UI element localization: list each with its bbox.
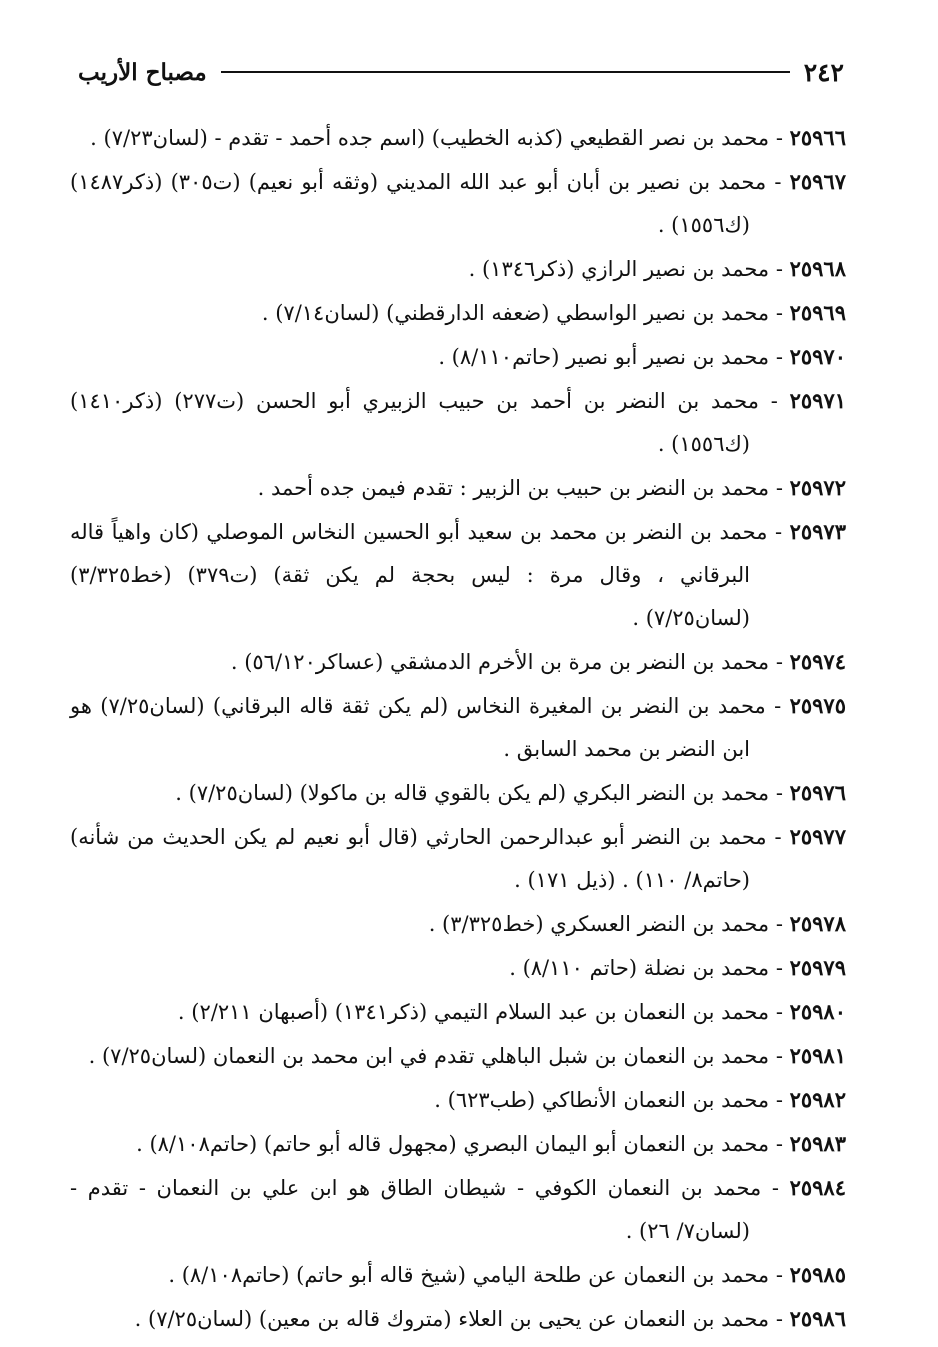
entry-text: محمد بن النضر العسكري (خط٣/٣٢٥) . <box>428 912 770 936</box>
entry <box>70 990 846 1034</box>
entry-number: ٢٥٩٧٨ <box>789 911 846 936</box>
entry <box>70 902 846 946</box>
entry-number: ٢٥٩٧٧ <box>789 824 846 849</box>
entry-number: ٢٥٩٨٥ <box>789 1262 846 1287</box>
entry <box>70 815 846 902</box>
entry <box>70 1078 846 1122</box>
entry-number: ٢٥٩٨١ <box>789 1043 846 1068</box>
entry-number: ٢٥٩٧١ <box>789 388 847 413</box>
entry-text: محمد بن النعمان بن عبد السلام التيمي (ذكر١٣٤١) (أصبهان ٢/٢١١) . <box>177 1000 770 1024</box>
entry <box>70 247 846 291</box>
entry-text: محمد بن نصير أبو نصير (حاتم٨/١١٠) . <box>438 345 770 369</box>
entry <box>70 1034 846 1078</box>
entry-text: محمد بن النعمان الأنطاكي (طب٦٢٣) . <box>434 1088 770 1112</box>
entry-list <box>70 116 846 1341</box>
entry-separator: - <box>758 389 790 413</box>
entry-separator: - <box>766 170 790 194</box>
entry-separator: - <box>765 694 790 718</box>
entry <box>70 771 846 815</box>
entry <box>70 1297 846 1341</box>
entry-text: محمد بن النضر بن أحمد بن حبيب الزبيري أبو الحسن (ت٢٧٧) (ذكر١٤١٠) (ك١٥٥٦) . <box>70 389 759 456</box>
entry-text: محمد بن نصر القطيعي (كذبه الخطيب) (اسم جده أحمد - تقدم - (لسان٧/٢٣) . <box>90 126 770 150</box>
entry-separator: - <box>769 1307 790 1331</box>
entry-number: ٢٥٩٦٨ <box>789 256 846 281</box>
entry <box>70 946 846 990</box>
entry-number: ٢٥٩٦٦ <box>789 125 846 150</box>
entry <box>70 640 846 684</box>
entry-number: ٢٥٩٧٢ <box>789 475 846 500</box>
entry-number: ٢٥٩٨٦ <box>789 1306 846 1331</box>
entry-separator: - <box>769 781 790 805</box>
entry-number: ٢٥٩٧٩ <box>789 955 846 980</box>
header-rule <box>221 71 790 73</box>
entry <box>70 1166 846 1253</box>
entry-text: محمد بن النعمان عن يحيى بن العلاء (متروك قاله بن معين) (لسان٧/٢٥) . <box>134 1307 770 1331</box>
entry-separator: - <box>769 1263 790 1287</box>
entry-separator: - <box>769 301 790 325</box>
entry-separator: - <box>766 825 790 849</box>
page-header <box>78 52 844 92</box>
entry-text: محمد بن النضر بن حبيب بن الزبير : تقدم فيمن جده أحمد . <box>257 476 770 500</box>
page-number: ٢٤٢ <box>803 57 844 87</box>
entry-separator: - <box>769 126 790 150</box>
entry-text: محمد بن النضر بن محمد بن سعيد أبو الحسين النخاس الموصلي (كان واهياً قاله البرقاني ، وقال مرة : ليس بحجة لم يكن ثقة) (ت٣٧٩) (خط٣/٣٢٥) (لسان٧/٢٥) . <box>70 520 768 630</box>
entry-separator: - <box>769 650 790 674</box>
entry <box>70 116 846 160</box>
entry-text: محمد بن النضر البكري (لم يكن بالقوي قاله بن ماكولا) (لسان٧/٢٥) . <box>175 781 770 805</box>
entry-text: محمد بن نصير الرازي (ذكر١٣٤٦) . <box>468 257 770 281</box>
entry-text: محمد بن النضر أبو عبدالرحمن الحارثي (قال أبو نعيم لم يكن الحديث من شأنه) (حاتم٨/ ١١٠) . (ذيل ١٧١) . <box>70 825 767 892</box>
entry <box>70 291 846 335</box>
entry-text: محمد بن النعمان أبو اليمان البصري (مجهول قاله أبو حاتم) (حاتم٨/١٠٨) . <box>136 1132 770 1156</box>
entry-number: ٢٥٩٦٧ <box>789 169 847 194</box>
entry-number: ٢٥٩٧٠ <box>789 344 846 369</box>
entry-text: محمد بن النعمان بن شبل الباهلي تقدم في ابن محمد بن النعمان (لسان٧/٢٥) . <box>88 1044 770 1068</box>
entry-text: محمد بن النضر بن مرة بن الأخرم الدمشقي (عساكر٥٦/١٢٠) . <box>230 650 770 674</box>
entry <box>70 466 846 510</box>
entry-number: ٢٥٩٨٠ <box>789 999 846 1024</box>
entry-text: محمد بن النعمان الكوفي - شيطان الطاق هو ابن علي بن النعمان - تقدم - (لسان٧/ ٢٦) . <box>70 1176 762 1243</box>
entry-separator: - <box>769 1000 790 1024</box>
entry-number: ٢٥٩٧٤ <box>789 649 846 674</box>
entry <box>70 510 846 640</box>
entry-number: ٢٥٩٨٣ <box>789 1131 846 1156</box>
entry-text: محمد بن نصير بن أبان أبو عبد الله المديني (وثقه أبو نعيم) (ت٣٠٥) (ذكر١٤٨٧) (ك١٥٥٦) . <box>70 170 767 237</box>
entry-separator: - <box>769 1044 790 1068</box>
entry-number: ٢٥٩٧٣ <box>789 519 846 544</box>
entry-text: محمد بن النعمان عن طلحة اليامي (شيخ قاله أبو حاتم) (حاتم٨/١٠٨) . <box>168 1263 770 1287</box>
entry-number: ٢٥٩٧٦ <box>789 780 846 805</box>
entry-separator: - <box>769 956 790 980</box>
entry-separator: - <box>769 345 790 369</box>
entry <box>70 160 846 247</box>
entry-separator: - <box>769 1132 790 1156</box>
entry-text: محمد بن النضر بن المغيرة النخاس (لم يكن ثقة قاله البرقاني) (لسان٧/٢٥) هو ابن النضر بن محمد السابق . <box>70 694 766 761</box>
entry-number: ٢٥٩٦٩ <box>789 300 846 325</box>
entry <box>70 335 846 379</box>
entry <box>70 1122 846 1166</box>
entry-number: ٢٥٩٨٢ <box>789 1087 846 1112</box>
entry-separator: - <box>761 1176 790 1200</box>
entry-text: محمد بن نصير الواسطي (ضعفه الدارقطني) (لسان٧/١٤) . <box>261 301 770 325</box>
entry-separator: - <box>769 476 790 500</box>
entry-number: ٢٥٩٧٥ <box>789 693 846 718</box>
entry <box>70 379 846 466</box>
running-title: مصباح الأريب <box>78 58 207 86</box>
entry <box>70 684 846 771</box>
entry-text: محمد بن نضلة (حاتم ٨/١١٠) . <box>509 956 770 980</box>
entry-separator: - <box>769 257 790 281</box>
entry-separator: - <box>767 520 790 544</box>
entry-separator: - <box>769 1088 790 1112</box>
entry <box>70 1253 846 1297</box>
entry-number: ٢٥٩٨٤ <box>789 1175 846 1200</box>
entry-separator: - <box>769 912 790 936</box>
